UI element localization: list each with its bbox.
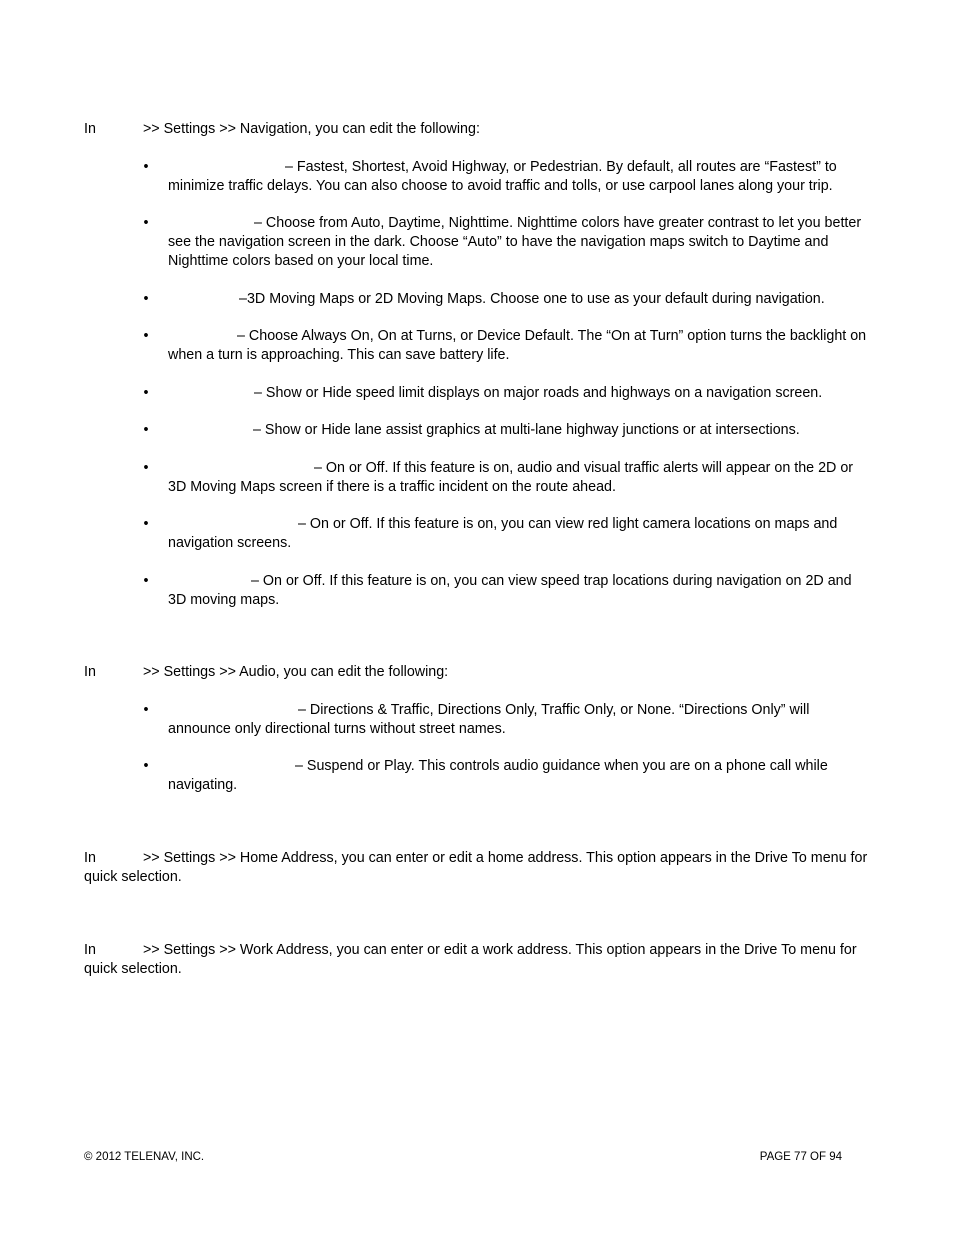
list-item: • – Fastest, Shortest, Avoid Highway, or Pedestrian. By default, all routes are “Fastest” to minimize traffic delays. You can also choose to avoid traffic and tolls, or use carpool lanes along your trip. (168, 158, 868, 196)
audio-intro-prefix: In (84, 664, 96, 680)
list-item: • – Show or Hide lane assist graphics at multi-lane highway junctions or at intersections. (168, 421, 868, 440)
list-item: • – Show or Hide speed limit displays on major roads and highways on a navigation screen. (168, 384, 868, 403)
navigation-intro (84, 120, 874, 139)
bullet-icon: • (143, 573, 149, 589)
work-address-text: >> Settings >> Work Address, you can enter or edit a work address. This option appears in the Drive To menu for quick selection. (84, 942, 857, 977)
navigation-intro-suffix: >> Settings >> Navigation, you can edit the following: (142, 121, 480, 137)
navigation-intro-prefix: In (84, 121, 96, 137)
list-item: • – Choose from Auto, Daytime, Nighttime. Nighttime colors have greater contrast to let you better see the navigation screen in the dark. Choose “Auto” to have the navigation maps switch to Daytime and Nighttime colors based on your local time. (168, 214, 868, 271)
bullet-icon: • (143, 215, 149, 231)
bullet-icon: • (143, 328, 149, 344)
list-item: • – Suspend or Play. This controls audio guidance when you are on a phone call while navigating. (168, 757, 868, 795)
footer-copyright: © 2012 TELENAV, INC. (84, 1151, 205, 1163)
bullet-icon: • (143, 516, 149, 532)
home-address-paragraph (84, 849, 874, 887)
work-address-paragraph (84, 941, 869, 979)
home-intro-prefix: In (84, 850, 96, 866)
bullet-icon: • (143, 291, 149, 307)
bullet-icon: • (143, 422, 149, 438)
list-item: • – On or Off. If this feature is on, you can view red light camera locations on maps and navigation screens. (168, 515, 868, 553)
home-address-text: >> Settings >> Home Address, you can enter or edit a home address. This option appears in the Drive To menu for quick selection. (84, 850, 868, 885)
bullet-icon: • (143, 702, 149, 718)
list-item: • – Choose Always On, On at Turns, or Device Default. The “On at Turn” option turns the backlight on when a turn is approaching. This can save battery life. (168, 327, 868, 365)
list-item: • – Directions & Traffic, Directions Only, Traffic Only, or None. “Directions Only” will announce only directional turns without street names. (168, 701, 868, 739)
bullet-icon: • (143, 460, 149, 476)
bullet-icon: • (143, 758, 149, 774)
audio-intro-suffix: >> Settings >> Audio, you can edit the following: (142, 664, 449, 680)
audio-intro (84, 663, 874, 682)
work-intro-prefix: In (84, 942, 96, 958)
bullet-icon: • (143, 159, 149, 175)
list-item: • – On or Off. If this feature is on, audio and visual traffic alerts will appear on the 2D or 3D Moving Maps screen if there is a traffic incident on the route ahead. (168, 459, 868, 497)
list-item: • –3D Moving Maps or 2D Moving Maps. Choose one to use as your default during navigation. (168, 290, 868, 309)
footer-page-number: PAGE 77 OF 94 (759, 1151, 842, 1163)
list-item: • – On or Off. If this feature is on, you can view speed trap locations during navigation on 2D and 3D moving maps. (168, 572, 868, 610)
bullet-icon: • (143, 385, 149, 401)
